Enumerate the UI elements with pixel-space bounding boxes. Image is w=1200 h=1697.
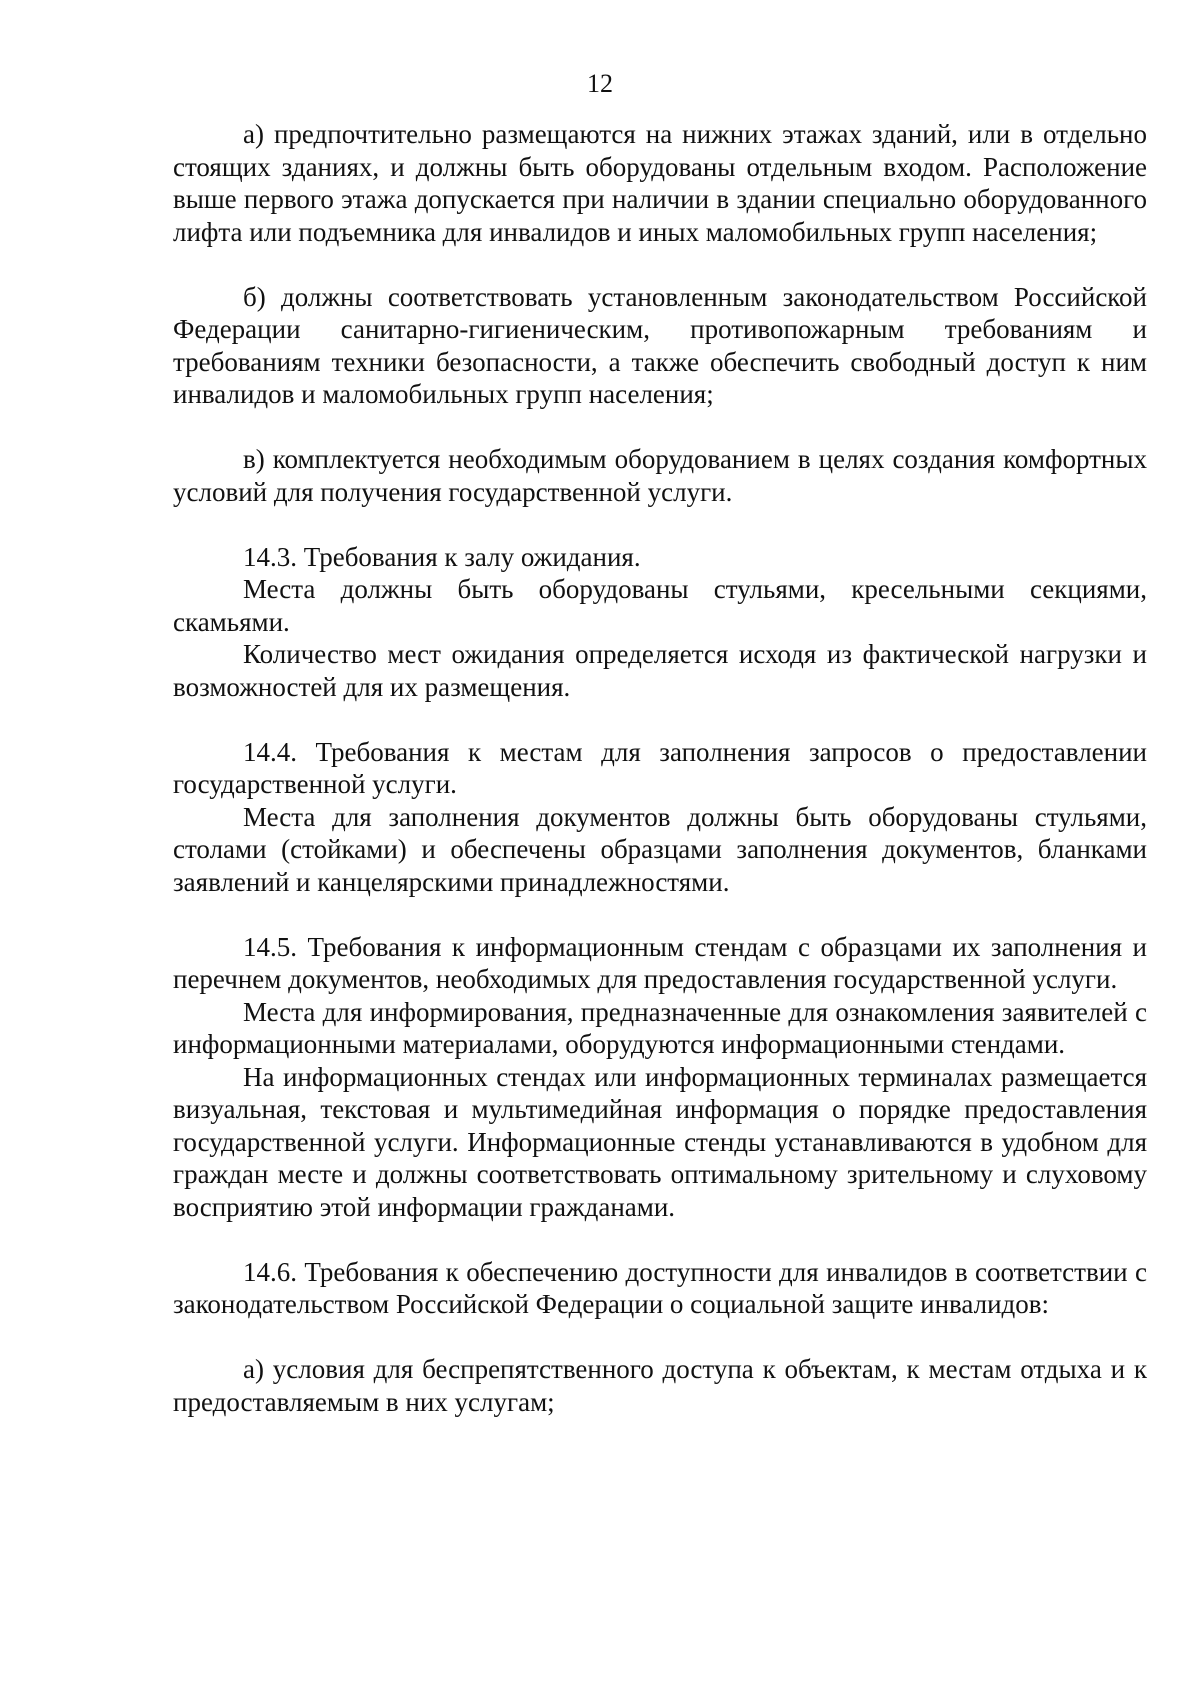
- paragraph-gap: [173, 1223, 1147, 1256]
- paragraph-equipment-c: в) комплектуется необходимым оборудованием в целях создания комфортных условий для получения государственной услуги.: [173, 444, 1147, 507]
- paragraph-information-places: Места для информирования, предназначенные для ознакомления заявителей с информационными материалами, оборудуются информационными стендами.: [173, 996, 1147, 1059]
- page-number: 12: [587, 69, 613, 98]
- paragraph-compliance-b: б) должны соответствовать установленным законодательством Российской Федерации санитарно-гигиеническим, противопожарным требованиям и требованиям техники безопасности, а также обеспечить свободный доступ к ним инвалидов и маломобильных групп населения;: [173, 281, 1147, 409]
- document-body: [173, 118, 1147, 1418]
- paragraph-gap: [173, 411, 1147, 444]
- paragraph-gap: [173, 508, 1147, 541]
- paragraph-accessibility-a: а) условия для беспрепятственного доступа к объектам, к местам отдыха и к предоставляемым в них услугам;: [173, 1354, 1147, 1417]
- paragraph-waiting-seats: Места должны быть оборудованы стульями, кресельными секциями, скамьями.: [173, 574, 1147, 637]
- section-heading-14-4: 14.4. Требования к местам для заполнения запросов о предоставлении государственной услуги.: [173, 736, 1147, 799]
- paragraph-waiting-count: Количество мест ожидания определяется исходя из фактической нагрузки и возможностей для их размещения.: [173, 639, 1147, 702]
- paragraph-filling-places: Места для заполнения документов должны быть оборудованы стульями, столами (стойками) и обеспечены образцами заполнения документов, бланками заявлений и канцелярскими принадлежностями.: [173, 801, 1147, 897]
- paragraph-placement-a: а) предпочтительно размещаются на нижних этажах зданий, или в отдельно стоящих зданиях, и должны быть оборудованы отдельным входом. Расположение выше первого этажа допускается при наличии в здании специально оборудованного лифта или подъемника для инвалидов и иных маломобильных групп населения;: [173, 119, 1147, 247]
- paragraph-gap: [173, 248, 1147, 281]
- paragraph-gap: [173, 898, 1147, 931]
- section-heading-14-5: 14.5. Требования к информационным стендам с образцами их заполнения и перечнем документов, необходимых для предоставления государственной услуги.: [173, 931, 1147, 994]
- paragraph-gap: [173, 1321, 1147, 1354]
- section-heading-14-6: 14.6. Требования к обеспечению доступности для инвалидов в соответствии с законодательством Российской Федерации о социальной защите инвалидов:: [173, 1256, 1147, 1319]
- paragraph-information-stands: На информационных стендах или информационных терминалах размещается визуальная, текстовая и мультимедийная информация о порядке предоставления государственной услуги. Информационные стенды устанавливаются в удобном для граждан месте и должны соответствовать оптимальному зрительному и слуховому восприятию этой информации гражданами.: [173, 1061, 1147, 1222]
- section-heading-14-3: 14.3. Требования к залу ожидания.: [243, 541, 641, 572]
- paragraph-gap: [173, 703, 1147, 736]
